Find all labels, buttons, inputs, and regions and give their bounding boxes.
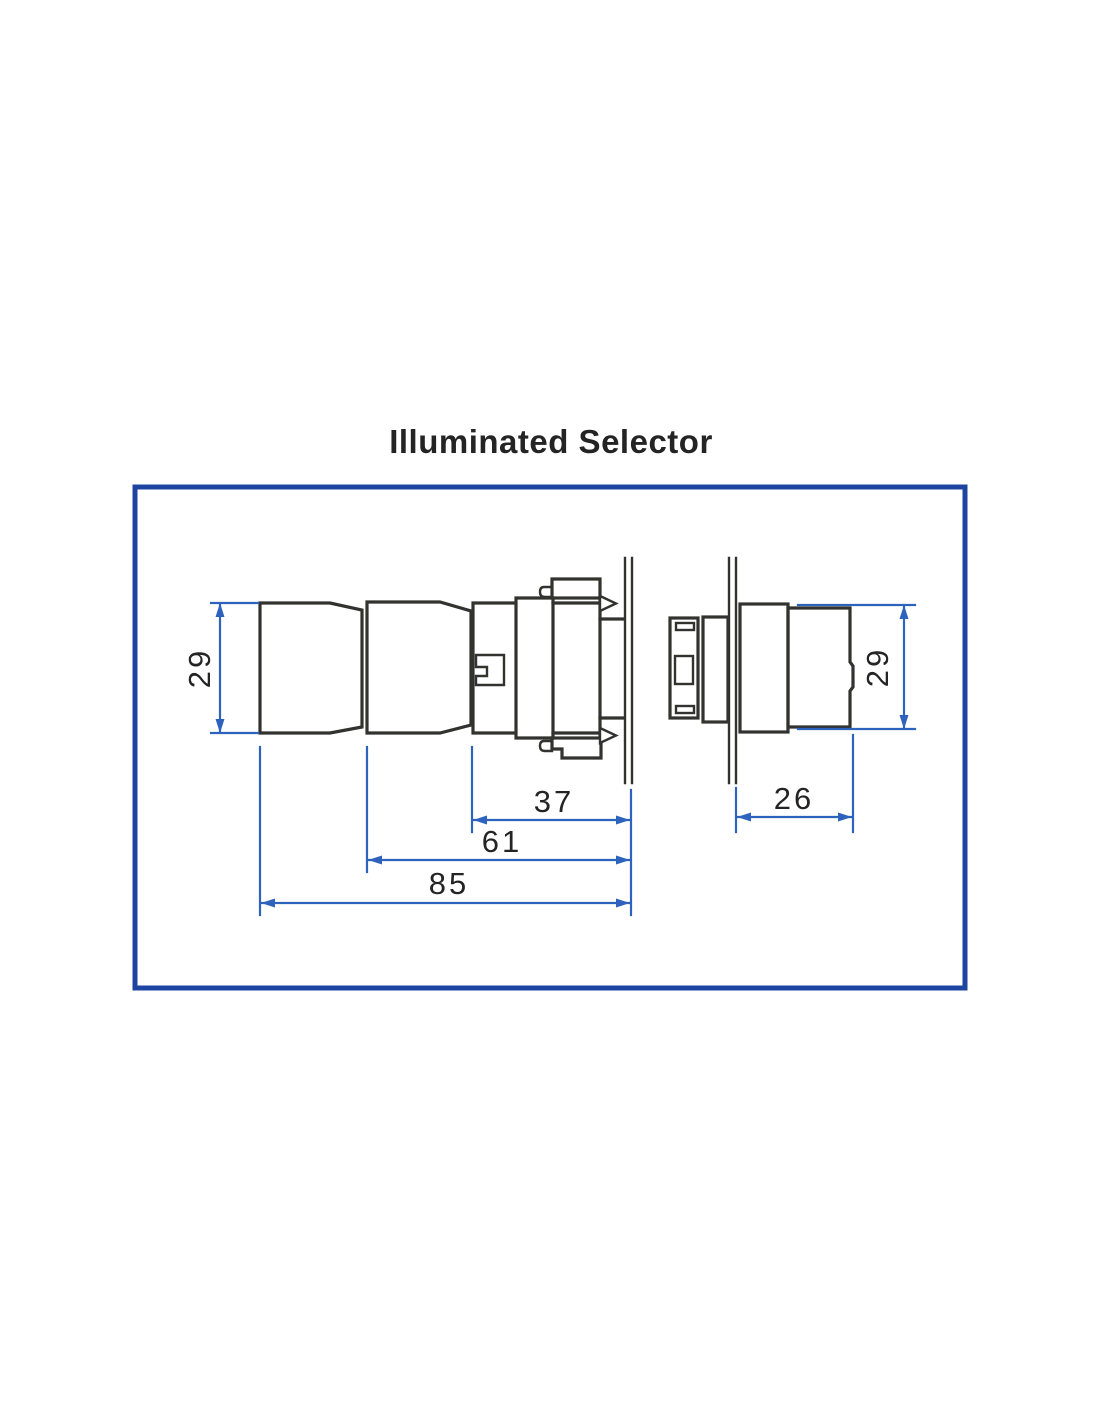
panel-clip-arrow-bottom — [600, 728, 616, 743]
latch-clip — [476, 655, 504, 685]
dim-label-total-length: 85 — [428, 866, 470, 901]
bottom-tab — [552, 738, 601, 758]
top-tab — [552, 579, 600, 598]
front-bezel — [740, 604, 788, 732]
knob-base-section — [367, 602, 471, 733]
flange-inner-lines — [553, 603, 600, 733]
top-hook — [540, 587, 552, 597]
mounting-panel-front — [729, 558, 736, 783]
dim-label-front-projection: 26 — [773, 781, 815, 816]
mounting-panel-side — [625, 558, 632, 783]
panel-clip-arrow-top — [600, 596, 616, 611]
dim-front-projection — [736, 735, 853, 832]
dim-front-height-lines — [798, 605, 915, 729]
bracket-slot-top — [676, 623, 694, 630]
side-view-drawing — [260, 558, 632, 783]
dim-label-mount-depth: 37 — [533, 784, 575, 819]
front-view-drawing — [670, 558, 853, 783]
dim-label-side-height: 29 — [182, 647, 217, 689]
bracket-center-lug — [675, 656, 693, 684]
dim-total-length — [260, 747, 630, 915]
mounting-flange — [553, 598, 600, 738]
rear-collar — [703, 617, 728, 722]
dim-side-height-lines — [211, 603, 258, 733]
dim-body-depth — [367, 747, 630, 872]
dim-front-height — [798, 605, 915, 729]
dim-label-front-height: 29 — [860, 646, 895, 688]
dimension-annotations — [182, 603, 915, 915]
threaded-neck — [600, 619, 624, 718]
front-knob-face — [788, 608, 853, 727]
dim-side-height — [182, 603, 258, 733]
bracket-slot-bottom — [676, 706, 694, 713]
bottom-hook — [540, 741, 552, 751]
dim-label-body-depth: 61 — [481, 824, 523, 859]
knob-front-section — [260, 603, 362, 733]
drawing-title: Illuminated Selector — [389, 423, 713, 460]
